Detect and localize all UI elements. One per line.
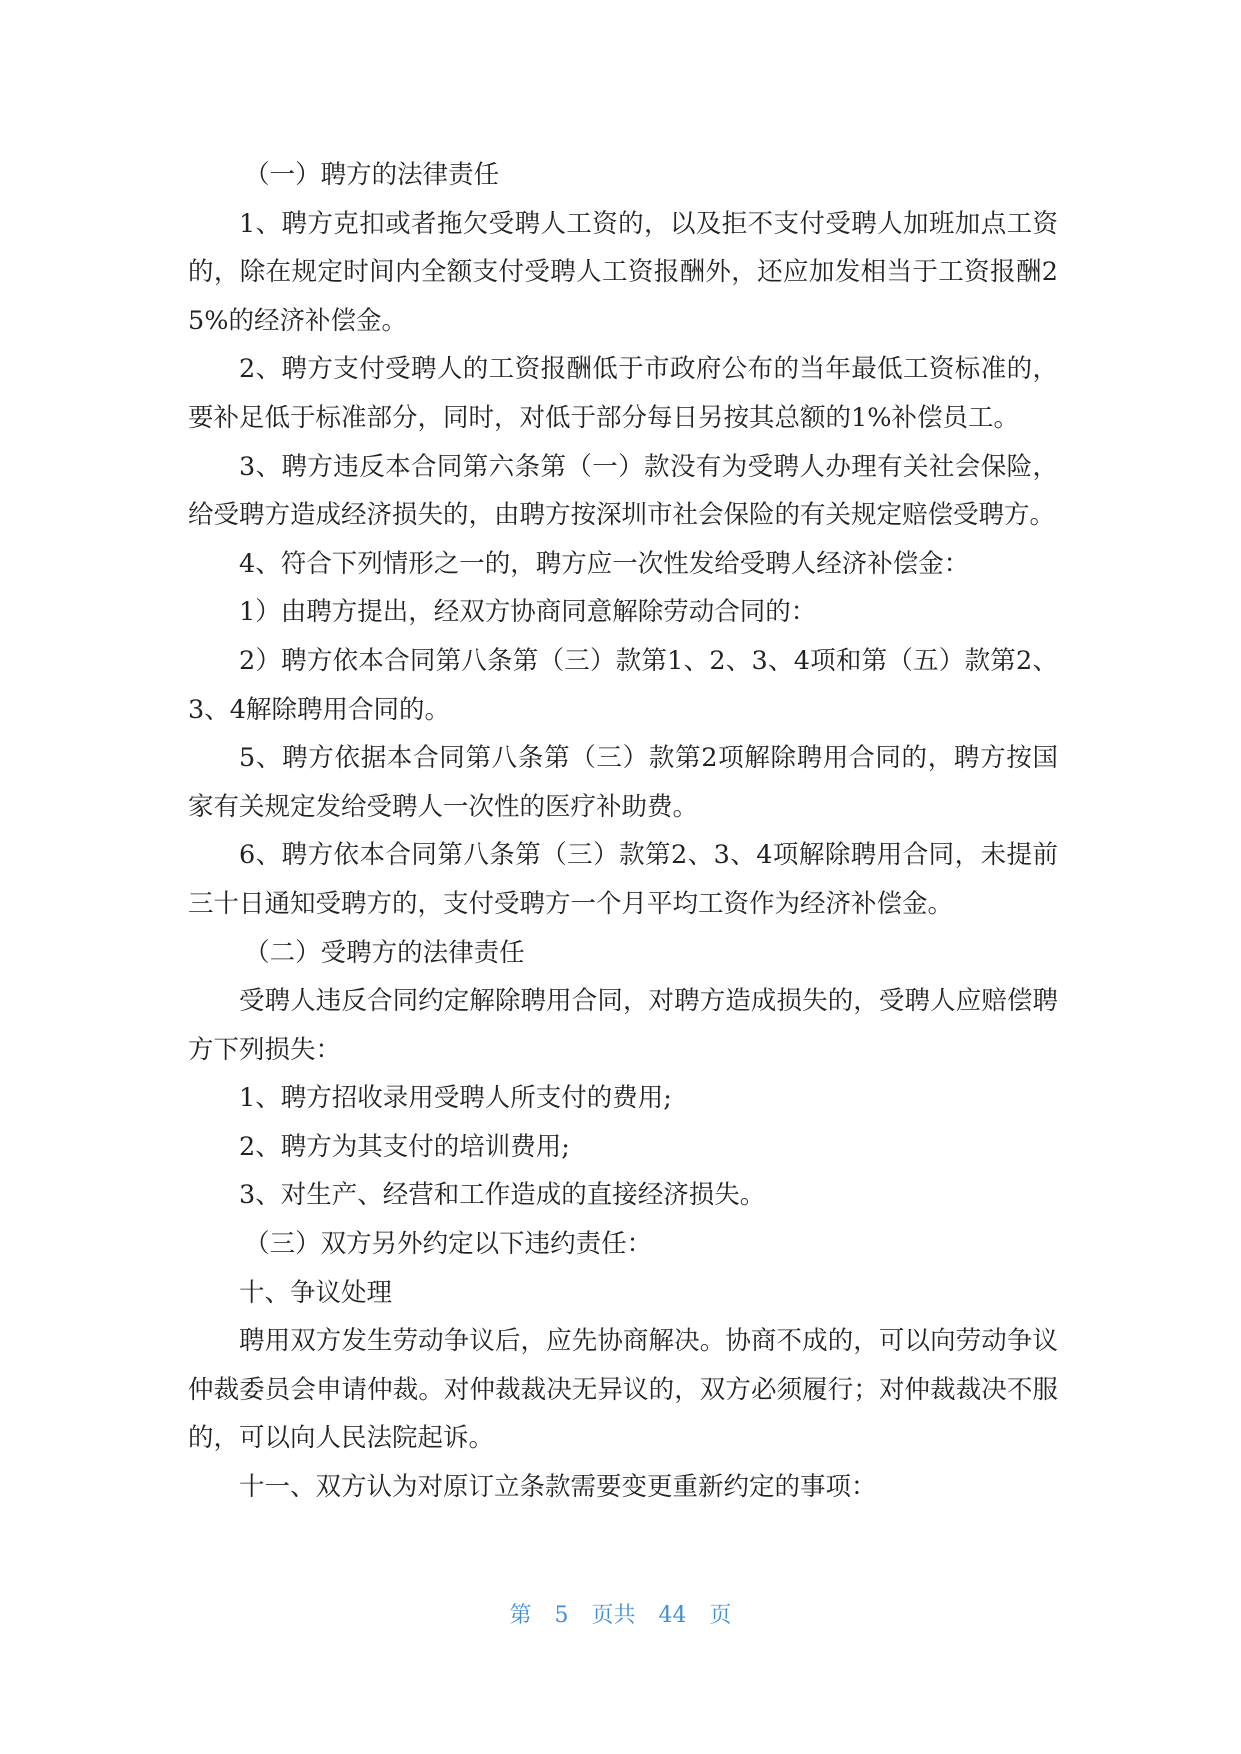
clause-1-wage-deduction: 1、聘方克扣或者拖欠受聘人工资的，以及拒不支付受聘人加班加点工资的，除在规定时间内全额支付受聘人工资报酬外，还应加发相当于工资报酬25%的经济补偿金。: [188, 208, 1058, 336]
party-b-liability-intro: 受聘人违反合同约定解除聘用合同，对聘方造成损失的，受聘人应赔偿聘方下列损失：: [188, 986, 1058, 1065]
page-number-footer: [0, 1598, 1241, 1629]
clause-4-item-1: 1）由聘方提出，经双方协商同意解除劳动合同的：: [239, 597, 817, 628]
party-b-loss-item-3: 3、对生产、经营和工作造成的直接经济损失。: [239, 1180, 766, 1211]
dispute-resolution-text: 聘用双方发生劳动争议后，应先协商解决。协商不成的，可以向劳动争议仲裁委员会申请仲裁。对仲裁裁决无异议的，双方必须履行；对仲裁裁决不服的，可以向人民法院起诉。: [188, 1326, 1058, 1454]
footer-suffix: 页: [709, 1603, 732, 1628]
clause-4-compensation-conditions: 4、符合下列情形之一的，聘方应一次性发给受聘人经济补偿金：: [239, 548, 970, 579]
party-b-loss-item-1: 1、聘方招收录用受聘人所支付的费用;: [239, 1083, 672, 1114]
footer-prefix: 第: [509, 1603, 532, 1628]
clause-2-minimum-wage: 2、聘方支付受聘人的工资报酬低于市政府公布的当年最低工资标准的，要补足低于标准部分，同时，对低于部分每日另按其总额的1%补偿员工。: [188, 354, 1058, 433]
section-heading-other-liability: （三）双方另外约定以下违约责任：: [244, 1229, 653, 1260]
party-b-loss-item-2: 2、聘方为其支付的培训费用;: [239, 1131, 570, 1162]
footer-total-pages: 44: [658, 1603, 687, 1628]
section-title-dispute-resolution: 十、争议处理: [239, 1277, 393, 1308]
clause-5-medical-subsidy: 5、聘方依据本合同第八条第（三）款第2项解除聘用合同的，聘方按国家有关规定发给受聘人一次性的医疗补助费。: [188, 743, 1058, 822]
clause-6-notice-compensation: 6、聘方依本合同第八条第（三）款第2、3、4项解除聘用合同，未提前三十日通知受聘方的，支付受聘方一个月平均工资作为经济补偿金。: [188, 840, 1058, 919]
footer-current-page: 5: [554, 1603, 569, 1628]
document-body: [188, 151, 1058, 1512]
section-heading-party-a-liability: （一）聘方的法律责任: [244, 160, 500, 190]
footer-middle: 页共: [591, 1603, 636, 1628]
section-title-amendments: 十一、双方认为对原订立条款需要变更重新约定的事项：: [239, 1472, 877, 1503]
clause-3-social-insurance: 3、聘方违反本合同第六条第（一）款没有为受聘人办理有关社会保险，给受聘方造成经济损失的，由聘方按深圳市社会保险的有关规定赔偿受聘方。: [188, 451, 1058, 531]
section-heading-party-b-liability: （二）受聘方的法律责任: [244, 937, 525, 968]
clause-4-item-2: 2）聘方依本合同第八条第（三）款第1、2、3、4项和第（五）款第2、3、4解除聘用合同的。: [188, 645, 1058, 725]
